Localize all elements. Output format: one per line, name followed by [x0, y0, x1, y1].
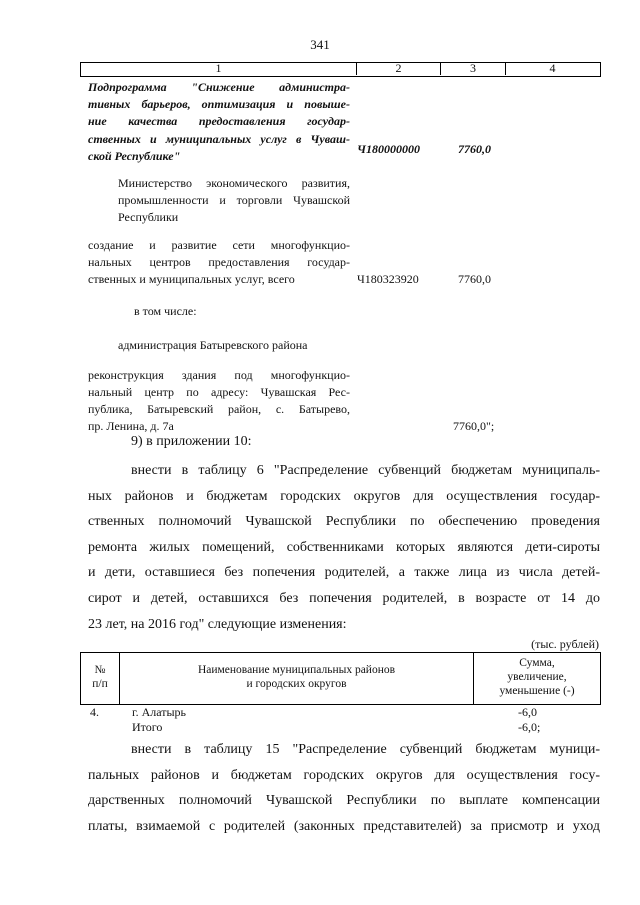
header-district-name: [120, 663, 473, 691]
header-district-line: Наименование муниципальных районов: [197, 664, 396, 676]
paragraph-line: ственных полномочий Чувашской Республики по обеспечению проведения: [88, 514, 600, 530]
reconstruction-line: пр. Ленина, д. 7а: [88, 419, 174, 433]
subprogram-line: тивных барьеров, оптимизация и повыше-: [88, 97, 350, 112]
subprogram-line: ние качества предоставления государ-: [88, 114, 350, 129]
subvention-table: [80, 652, 601, 705]
paragraph-line: и дети, оставшиеся без попечения родителей, а также лица из числа детей-: [88, 565, 600, 581]
subprogram-code: Ч180000000: [357, 142, 420, 156]
subprogram-line: ственных и муниципальных услуг в Чуваш-: [88, 131, 350, 146]
paragraph-line: ных районов и бюджетам городских округов для осуществления государ-: [88, 488, 600, 504]
paragraph-line: платы, взимаемой с родителей (законных представителей) за присмотр и уход: [88, 818, 600, 834]
paragraph-line: 23 лет, на 2016 год" следующие изменения:: [88, 616, 347, 632]
row-number: 4.: [90, 705, 99, 719]
header-number-line: п/п: [92, 678, 108, 690]
network-amount: 7760,0: [458, 272, 491, 286]
header-district-line: и городских округов: [246, 678, 347, 690]
paragraph-line: ремонта жилых помещений, собственниками которых являются дети-сироты: [88, 539, 600, 555]
header-amount: [474, 656, 600, 698]
network-line: нальных центров предоставления государ-: [88, 255, 350, 269]
total-label: Итого: [132, 720, 163, 734]
subprogram-title: [88, 79, 350, 165]
column-header-3: 3: [470, 61, 476, 75]
units-label: (тыс. рублей): [531, 637, 599, 651]
reconstruction-amount: 7760,0";: [453, 419, 495, 433]
ministry-line: Министерство экономического развития,: [118, 176, 350, 190]
including-label: в том числе:: [134, 304, 197, 318]
subprogram-line: Подпрограмма "Снижение администра-: [88, 80, 350, 94]
paragraph-line: пальных районов и бюджетам городских округов для осуществления госу-: [88, 767, 600, 783]
column-header-1: 1: [215, 61, 222, 75]
row-district: г. Алатырь: [132, 705, 187, 719]
column-header-2: 2: [395, 61, 402, 75]
page-number: 341: [310, 37, 330, 52]
reconstruction-description: [88, 367, 350, 435]
header-number: [81, 663, 119, 691]
item-9-heading: 9) в приложении 10:: [131, 434, 252, 449]
network-line: создание и развитие сети многофункцио-: [88, 238, 350, 252]
network-line: ственных и муниципальных услуг, всего: [88, 272, 295, 286]
reconstruction-line: публика, Батыревский район, с. Батырево,: [88, 402, 350, 416]
reconstruction-line: нальный центр по адресу: Чувашская Рес-: [88, 385, 350, 399]
paragraph-line: сирот и детей, оставшихся без попечения родителей, в возрасте от 14 до: [88, 590, 600, 606]
network-description: [88, 237, 350, 288]
paragraph-table-6: [88, 458, 600, 637]
administration-name: администрация Батыревского района: [118, 338, 308, 352]
header-number-line: №: [94, 664, 106, 676]
ministry-line: Республики: [118, 210, 179, 224]
total-value: -6,0;: [518, 720, 541, 734]
ministry-name: [118, 175, 350, 226]
header-amount-line: уменьшение (-): [499, 685, 575, 697]
paragraph-line: дарственных полномочий Чувашской Республики по выплате компенсации: [88, 793, 600, 809]
header-amount-line: Сумма,: [519, 657, 555, 669]
subprogram-amount: 7760,0: [458, 142, 491, 156]
subprogram-line: ской Республике": [88, 148, 181, 163]
row-value: -6,0: [518, 705, 537, 719]
paragraph-table-15: [88, 737, 600, 839]
paragraph-line: внести в таблицу 15 "Распределение субвенций бюджетам муници-: [131, 742, 600, 757]
ministry-line: промышленности и торговли Чувашской: [118, 193, 350, 207]
header-amount-line: увеличение,: [507, 671, 567, 683]
column-header-4: 4: [549, 61, 556, 75]
paragraph-line: внести в таблицу 6 "Распределение субвенций бюджетам муниципаль-: [131, 463, 600, 478]
network-code: Ч180323920: [357, 272, 419, 286]
reconstruction-line: реконструкция здания под многофункцио-: [88, 368, 350, 382]
